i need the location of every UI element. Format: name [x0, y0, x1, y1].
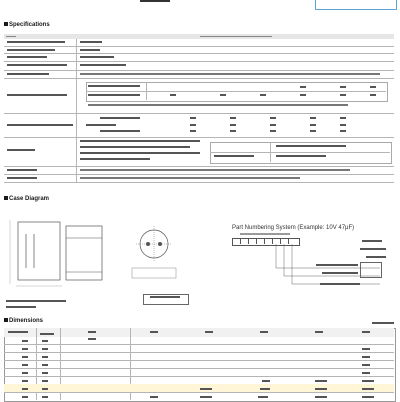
spec-title-text: Specifications: [9, 22, 50, 28]
section-square-icon: [4, 318, 8, 322]
header-mark: [140, 0, 170, 2]
section-square-icon: [4, 196, 8, 200]
case-diagram: [6, 212, 196, 302]
dims-section-title: [4, 318, 43, 324]
part-numbering-title: Part Numbering System (Example: 10V 47µF): [232, 225, 355, 231]
diagram-section-title: [4, 196, 49, 202]
section-square-icon: [4, 22, 8, 26]
spec-header-value: [200, 36, 272, 38]
spec-header-item: [6, 36, 16, 38]
dims-title-text: Dimensions: [9, 318, 44, 324]
dims-unit-label: [372, 322, 394, 324]
header-badge: [315, 0, 397, 10]
spec-section-title: [4, 22, 50, 28]
diagram-title-text: Case Diagram: [9, 196, 50, 202]
spec-header-bar: [4, 34, 394, 39]
